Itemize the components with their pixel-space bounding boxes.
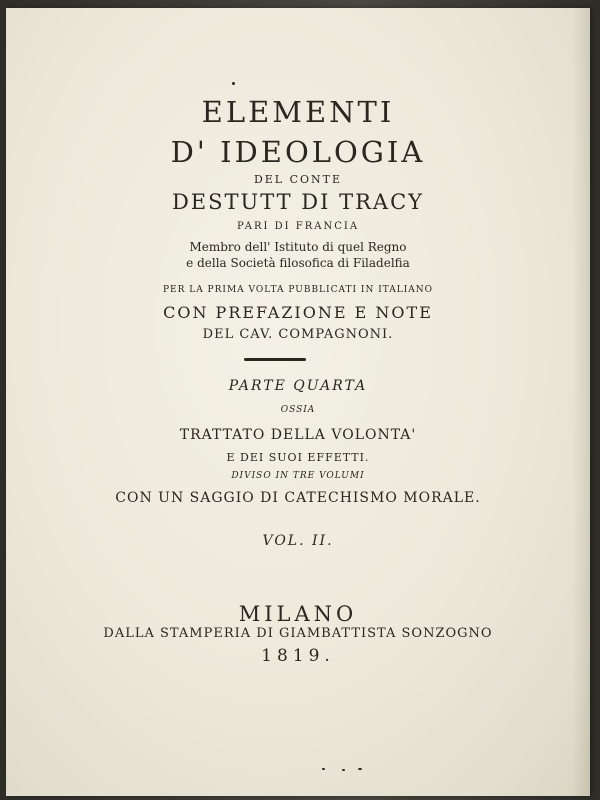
volumes-note: DIVISO IN TRE VOLUMI (231, 471, 365, 481)
foxing-spot (342, 769, 345, 771)
ossia-line: OSSIA (280, 405, 316, 415)
treatise-title: TRATTATO DELLA VOLONTA' (179, 427, 417, 443)
foxing-spot (358, 768, 362, 770)
title-page (6, 8, 590, 796)
author-membership-line-2: e della Società filosofica di Filadelfia (186, 256, 410, 270)
part-heading: PARTE QUARTA (228, 378, 368, 394)
title-line-1: ELEMENTI (201, 95, 395, 129)
imprint-city: MILANO (238, 602, 358, 626)
preface-note: CON PREFAZIONE E NOTE (163, 303, 433, 322)
editor-name: DEL CAV. COMPAGNONI. (202, 327, 394, 342)
catechism-note: CON UN SAGGIO DI CATECHISMO MORALE. (115, 490, 481, 506)
treatise-subtitle: E DEI SUOI EFFETTI. (226, 451, 370, 464)
author-title: PARI DI FRANCIA (236, 221, 360, 232)
imprint-year: 1819. (261, 646, 335, 666)
translation-note: PER LA PRIMA VOLTA PUBBLICATI IN ITALIANO (162, 285, 434, 295)
ornamental-divider (244, 358, 306, 361)
author-membership-line-1: Membro dell' Istituto di quel Regno (189, 240, 407, 254)
imprint-printer: DALLA STAMPERIA DI GIAMBATTISTA SONZOGNO (103, 626, 493, 641)
volume-number: VOL. II. (262, 533, 334, 549)
foxing-spot (322, 768, 325, 770)
title-line-2: D' IDEOLOGIA (170, 135, 426, 169)
del-conte-line: DEL CONTE (253, 173, 343, 186)
foxing-spot (232, 82, 235, 85)
author-name: DESTUTT DI TRACY (171, 190, 425, 214)
